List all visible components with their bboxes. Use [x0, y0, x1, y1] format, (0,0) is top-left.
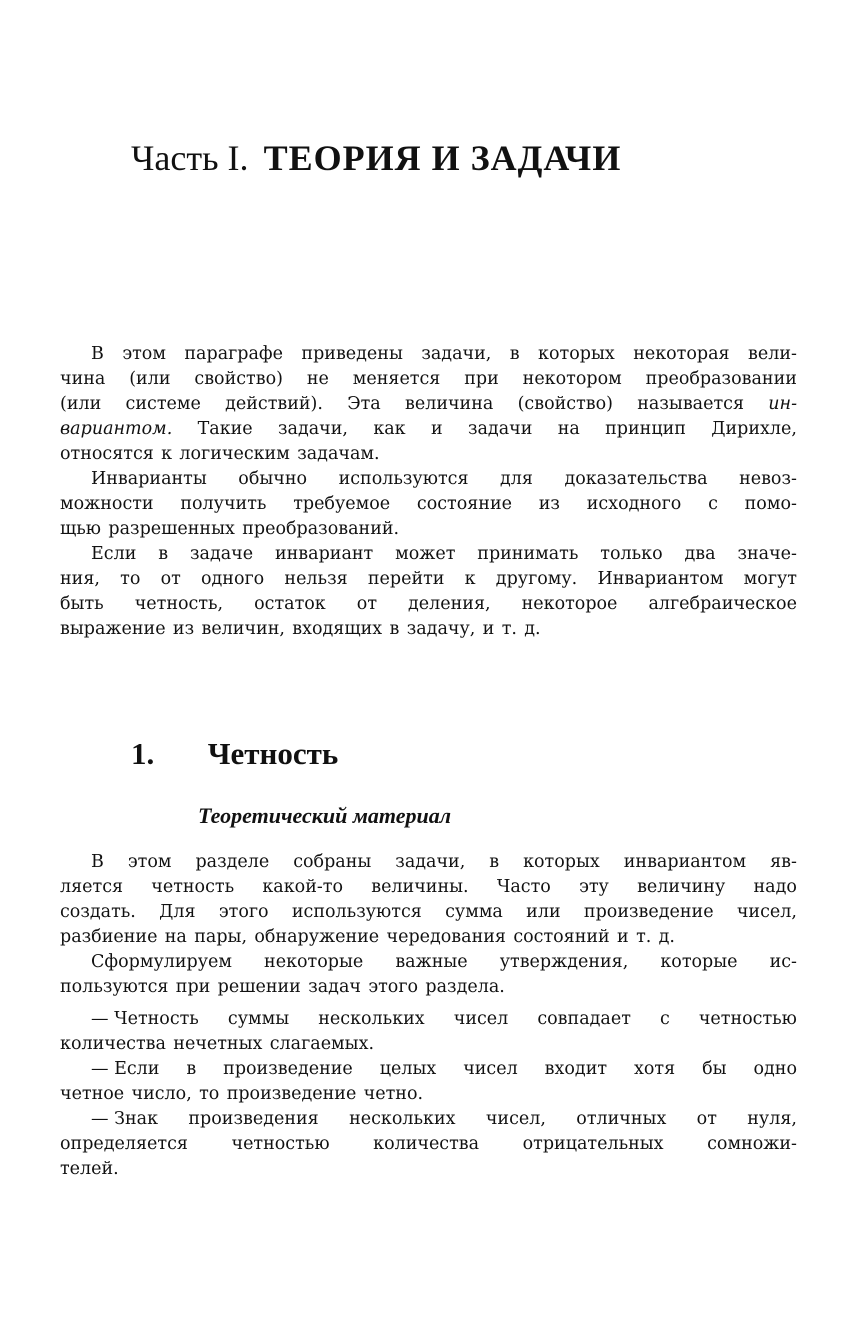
word: разделе [195, 852, 270, 872]
word: д. [524, 619, 541, 639]
word: для [500, 469, 533, 489]
word: используются [291, 902, 422, 922]
word: ин- [768, 394, 797, 414]
word: чисел, [485, 1109, 546, 1129]
word: задач [308, 977, 361, 997]
word: одно [753, 1059, 797, 1079]
text-line [60, 1107, 797, 1132]
word: ния, [60, 569, 100, 589]
word: на [164, 927, 187, 947]
word: при [175, 977, 211, 997]
text-line [60, 875, 797, 900]
word: совпадает [537, 1009, 631, 1029]
word: от [696, 1109, 717, 1129]
word: с [708, 494, 718, 514]
word: этого [218, 902, 269, 922]
word: хотя [633, 1059, 676, 1079]
word: входит [544, 1059, 608, 1079]
word: при [464, 369, 499, 389]
word: перейти [367, 569, 445, 589]
word: на [557, 419, 580, 439]
word: пользуются [60, 977, 169, 997]
word: разрешенных [108, 519, 235, 539]
word: надо [753, 877, 797, 897]
word: раздела. [425, 977, 505, 997]
word: то [199, 1084, 220, 1104]
word: свойство) [194, 369, 283, 389]
text-line [60, 542, 797, 567]
word: задачу, [406, 619, 476, 639]
text-line [60, 1132, 797, 1157]
text-line [60, 392, 797, 417]
text-line [60, 567, 797, 592]
word: или [526, 902, 561, 922]
word: то [120, 569, 141, 589]
text-line [60, 467, 797, 492]
word: четностью [231, 1134, 330, 1154]
word: можности [60, 494, 154, 514]
word: сумма [445, 902, 503, 922]
word: задачи [467, 419, 533, 439]
word: число, [131, 1084, 192, 1104]
word: т. [636, 927, 652, 947]
word: в [489, 852, 500, 872]
word: к [464, 569, 476, 589]
word: величину [637, 877, 726, 897]
word: отличных [576, 1109, 667, 1129]
word: с [659, 1009, 670, 1029]
section-title: Четность [207, 736, 339, 771]
word: вариантом. [60, 419, 173, 439]
word: к [161, 444, 173, 464]
word: используются [338, 469, 469, 489]
word: называется [637, 394, 744, 414]
part-heading [131, 136, 621, 187]
text-line [60, 900, 797, 925]
word: Такие [197, 419, 253, 439]
word: нескольких [349, 1109, 456, 1129]
word: деления, [408, 594, 491, 614]
word: только [600, 544, 663, 564]
word: (или [129, 369, 171, 389]
word: нуля, [747, 1109, 797, 1129]
word: Эта [347, 394, 381, 414]
word: четное [60, 1084, 125, 1104]
word: получить [180, 494, 267, 514]
text-line [60, 1007, 797, 1032]
word: требуемое [293, 494, 391, 514]
text-line [60, 1032, 797, 1057]
word: нельзя [284, 569, 348, 589]
word: другому. [495, 569, 578, 589]
word: из [538, 494, 560, 514]
word: одного [200, 569, 265, 589]
word: принцип [605, 419, 686, 439]
subsection-title: Теоретический материал [198, 803, 452, 828]
word: т. [501, 619, 517, 639]
text-line [60, 1157, 797, 1182]
word: количества [373, 1134, 480, 1154]
word: которых [538, 344, 615, 364]
word: чина [60, 369, 106, 389]
word: задачи, [395, 852, 466, 872]
text-line [60, 592, 797, 617]
word: количества [60, 1034, 166, 1054]
word: быть [60, 594, 104, 614]
word: задачам. [297, 444, 380, 464]
word: состояние [416, 494, 512, 514]
word: остаток [254, 594, 326, 614]
word: нескольких [318, 1009, 425, 1029]
text-line [60, 617, 797, 642]
word: В [91, 852, 104, 872]
word: чередования [386, 927, 506, 947]
word: задачи, [278, 419, 348, 439]
text-line [60, 1057, 797, 1082]
word: какой-то [262, 877, 343, 897]
paragraph [60, 1057, 797, 1107]
word: яв- [770, 852, 797, 872]
text-line [60, 925, 797, 950]
text-line [60, 492, 797, 517]
word: решении [217, 977, 301, 997]
word: чисел [453, 1009, 509, 1029]
word: в [509, 344, 520, 364]
text-line [60, 850, 797, 875]
word: как [373, 419, 406, 439]
intro-text [60, 342, 797, 642]
word: от [160, 569, 181, 589]
word: задаче [189, 544, 254, 564]
word: создать. [60, 902, 136, 922]
word: целых [379, 1059, 437, 1079]
word: которых [523, 852, 600, 872]
word: из [172, 619, 195, 639]
word: ляется [60, 877, 124, 897]
word: могут [743, 569, 797, 589]
word: Если [91, 544, 137, 564]
word: Часто [496, 877, 551, 897]
word: некоторое [521, 594, 618, 614]
paragraph [60, 1007, 797, 1057]
paragraph [60, 1107, 797, 1182]
word: приведены [301, 344, 403, 364]
word: отрицательных [522, 1134, 664, 1154]
word: сомножи- [707, 1134, 797, 1154]
word: Сформулируем [91, 952, 232, 972]
paragraph-gap [60, 1000, 797, 1007]
paragraph [60, 542, 797, 642]
word: некоторые [264, 952, 364, 972]
section-number: 1. [131, 736, 155, 771]
word: четностью [698, 1009, 797, 1029]
word: задачи, [421, 344, 492, 364]
word: утверждения, [499, 952, 629, 972]
word: в [186, 1059, 197, 1079]
word: Инварианты [91, 469, 207, 489]
word: определяется [60, 1134, 188, 1154]
word: и [482, 619, 495, 639]
word: действий). [225, 394, 323, 414]
paragraph [60, 850, 797, 950]
word: параграфе [184, 344, 283, 364]
word: преобразовании [645, 369, 797, 389]
text-line [60, 342, 797, 367]
word: — Знак [91, 1109, 159, 1129]
word: системе [125, 394, 201, 414]
word: входящих [292, 619, 383, 639]
word: четно. [363, 1084, 424, 1104]
word: состояний [513, 927, 610, 947]
word: важные [395, 952, 468, 972]
text-line [60, 417, 797, 442]
word: произведения [188, 1109, 319, 1129]
word: инвариантом [623, 852, 747, 872]
section-heading [131, 734, 338, 774]
word: Для [159, 902, 196, 922]
word: инвариант [274, 544, 374, 564]
word: щью [60, 519, 102, 539]
paragraph [60, 950, 797, 1000]
text-line [60, 367, 797, 392]
text-line [60, 442, 797, 467]
word: суммы [227, 1009, 290, 1029]
word: исходного [586, 494, 682, 514]
word: ис- [769, 952, 797, 972]
word: Дирихле, [711, 419, 797, 439]
word: этого [368, 977, 419, 997]
word: и [617, 927, 629, 947]
word: вели- [748, 344, 797, 364]
word: В [91, 344, 104, 364]
word: четность, [134, 594, 224, 614]
text-line [60, 975, 797, 1000]
word: принимать [477, 544, 579, 564]
word: невоз- [739, 469, 797, 489]
word: чисел [463, 1059, 518, 1079]
word: в [158, 544, 169, 564]
part-label: Часть I. [131, 138, 249, 178]
word: телей. [60, 1159, 119, 1179]
word: разбиение [60, 927, 158, 947]
word: величины. [371, 877, 469, 897]
word: преобразований. [242, 519, 400, 539]
word: эту [579, 877, 609, 897]
word: доказательства [564, 469, 708, 489]
word: — Если [91, 1059, 160, 1079]
word: обнаружение [254, 927, 380, 947]
theory-text [60, 850, 797, 1182]
word: произведение [223, 1059, 353, 1079]
word: обычно [238, 469, 308, 489]
word: логическим [179, 444, 290, 464]
text-line [60, 1082, 797, 1107]
word: от [356, 594, 377, 614]
word: которые [660, 952, 738, 972]
part-title: ТЕОРИЯ И ЗАДАЧИ [263, 138, 622, 178]
word: бы [702, 1059, 727, 1079]
word: алгебраическое [648, 594, 797, 614]
text-line [60, 950, 797, 975]
word: слагаемых. [269, 1034, 375, 1054]
word: может [395, 544, 456, 564]
word: меняется [352, 369, 441, 389]
word: произведение [583, 902, 714, 922]
word: не [306, 369, 329, 389]
word: нечетных [173, 1034, 263, 1054]
word: д. [658, 927, 675, 947]
word: некотором [522, 369, 622, 389]
word: Инвариантом [597, 569, 724, 589]
word: — Четность [91, 1009, 199, 1029]
word: произведение [226, 1084, 357, 1104]
word: пары, [194, 927, 248, 947]
word: (или [60, 394, 102, 414]
word: величин, [201, 619, 285, 639]
word: этом [122, 344, 166, 364]
text-line [60, 517, 797, 542]
word: относятся [60, 444, 154, 464]
word: помо- [744, 494, 797, 514]
word: собраны [293, 852, 372, 872]
paragraph [60, 467, 797, 542]
word: этом [127, 852, 172, 872]
word: чисел, [736, 902, 797, 922]
paragraph [60, 342, 797, 467]
word: два [684, 544, 716, 564]
word: в [389, 619, 400, 639]
word: четность [151, 877, 235, 897]
word: выражение [60, 619, 166, 639]
word: (свойство) [517, 394, 613, 414]
word: и [430, 419, 443, 439]
word: некоторая [633, 344, 730, 364]
word: величина [405, 394, 494, 414]
word: значе- [737, 544, 797, 564]
